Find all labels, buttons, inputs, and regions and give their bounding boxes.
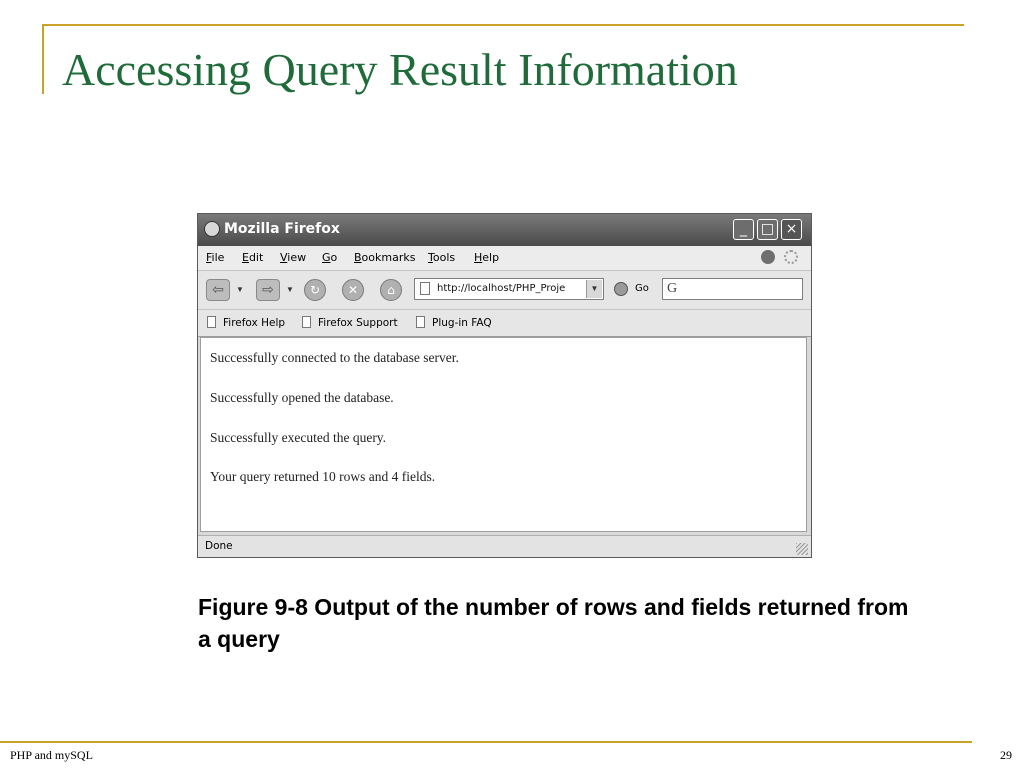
bookmark-label: Plug-in FAQ <box>432 317 492 329</box>
firefox-icon <box>204 221 220 237</box>
navigation-toolbar <box>198 271 811 310</box>
page-content <box>200 337 807 532</box>
page-number: 29 <box>1000 748 1012 762</box>
bookmark-page-icon <box>207 316 216 328</box>
slide-left-rule <box>42 24 44 94</box>
menu-help[interactable]: Help <box>474 251 500 264</box>
bookmark-page-icon <box>416 316 425 328</box>
bookmark-label: Firefox Help <box>223 317 286 329</box>
back-button[interactable]: ⇦ <box>206 279 230 301</box>
home-button[interactable]: ⌂ <box>380 279 402 301</box>
content-line: Successfully opened the database. <box>210 390 394 405</box>
url-text: http://localhost/PHP_Proje <box>437 283 566 294</box>
bookmark-firefox-support[interactable] <box>302 316 398 329</box>
content-line: Successfully executed the query. <box>210 430 387 445</box>
throbber-icon <box>784 250 798 264</box>
footer-rule <box>0 741 972 743</box>
content-line: Successfully connected to the database server. <box>210 350 459 365</box>
page-icon <box>420 282 430 295</box>
maximize-button[interactable]: □ <box>757 219 778 240</box>
bookmark-page-icon <box>302 316 311 328</box>
status-bar <box>198 535 811 558</box>
bookmarks-toolbar <box>198 310 811 337</box>
bookmark-label: Firefox Support <box>318 317 398 329</box>
menu-edit[interactable]: Edit <box>242 251 264 264</box>
window-title: Mozilla Firefox <box>224 221 340 237</box>
menu-bookmarks[interactable]: Bookmarks <box>354 251 416 264</box>
search-engine-icon[interactable]: G <box>667 281 678 296</box>
forward-dropdown-icon[interactable]: ▼ <box>286 285 294 294</box>
bookmark-plugin-faq[interactable] <box>416 316 492 329</box>
menu-go[interactable]: Go <box>322 251 338 264</box>
resize-grip-icon[interactable] <box>796 543 808 555</box>
go-button[interactable]: Go <box>635 283 649 294</box>
title-bar <box>198 214 811 246</box>
back-dropdown-icon[interactable]: ▼ <box>236 285 244 294</box>
menu-tools[interactable]: Tools <box>428 251 456 264</box>
url-dropdown-icon[interactable]: ▼ <box>586 280 602 298</box>
status-text: Done <box>205 540 233 552</box>
update-indicator-icon <box>761 250 775 264</box>
bookmark-firefox-help[interactable] <box>207 316 285 329</box>
menu-view[interactable]: View <box>280 251 307 264</box>
menu-file[interactable]: File <box>206 251 225 264</box>
footer-course-name: PHP and mySQL <box>10 748 93 762</box>
minimize-button[interactable]: _ <box>733 219 754 240</box>
browser-window <box>197 213 812 558</box>
menu-bar <box>198 246 811 271</box>
slide-title: Accessing Query Result Information <box>62 44 738 95</box>
figure-caption: Figure 9-8 Output of the number of rows and fields returned from a query <box>198 594 909 652</box>
slide-top-rule <box>42 24 964 26</box>
go-arrow-icon[interactable] <box>614 282 628 296</box>
forward-button[interactable]: ⇨ <box>256 279 280 301</box>
content-line: Your query returned 10 rows and 4 fields. <box>210 469 436 484</box>
stop-button[interactable]: ✕ <box>342 279 364 301</box>
url-input[interactable] <box>414 278 604 300</box>
close-button[interactable]: × <box>781 219 802 240</box>
search-input[interactable] <box>662 278 803 300</box>
reload-button[interactable]: ↻ <box>304 279 326 301</box>
